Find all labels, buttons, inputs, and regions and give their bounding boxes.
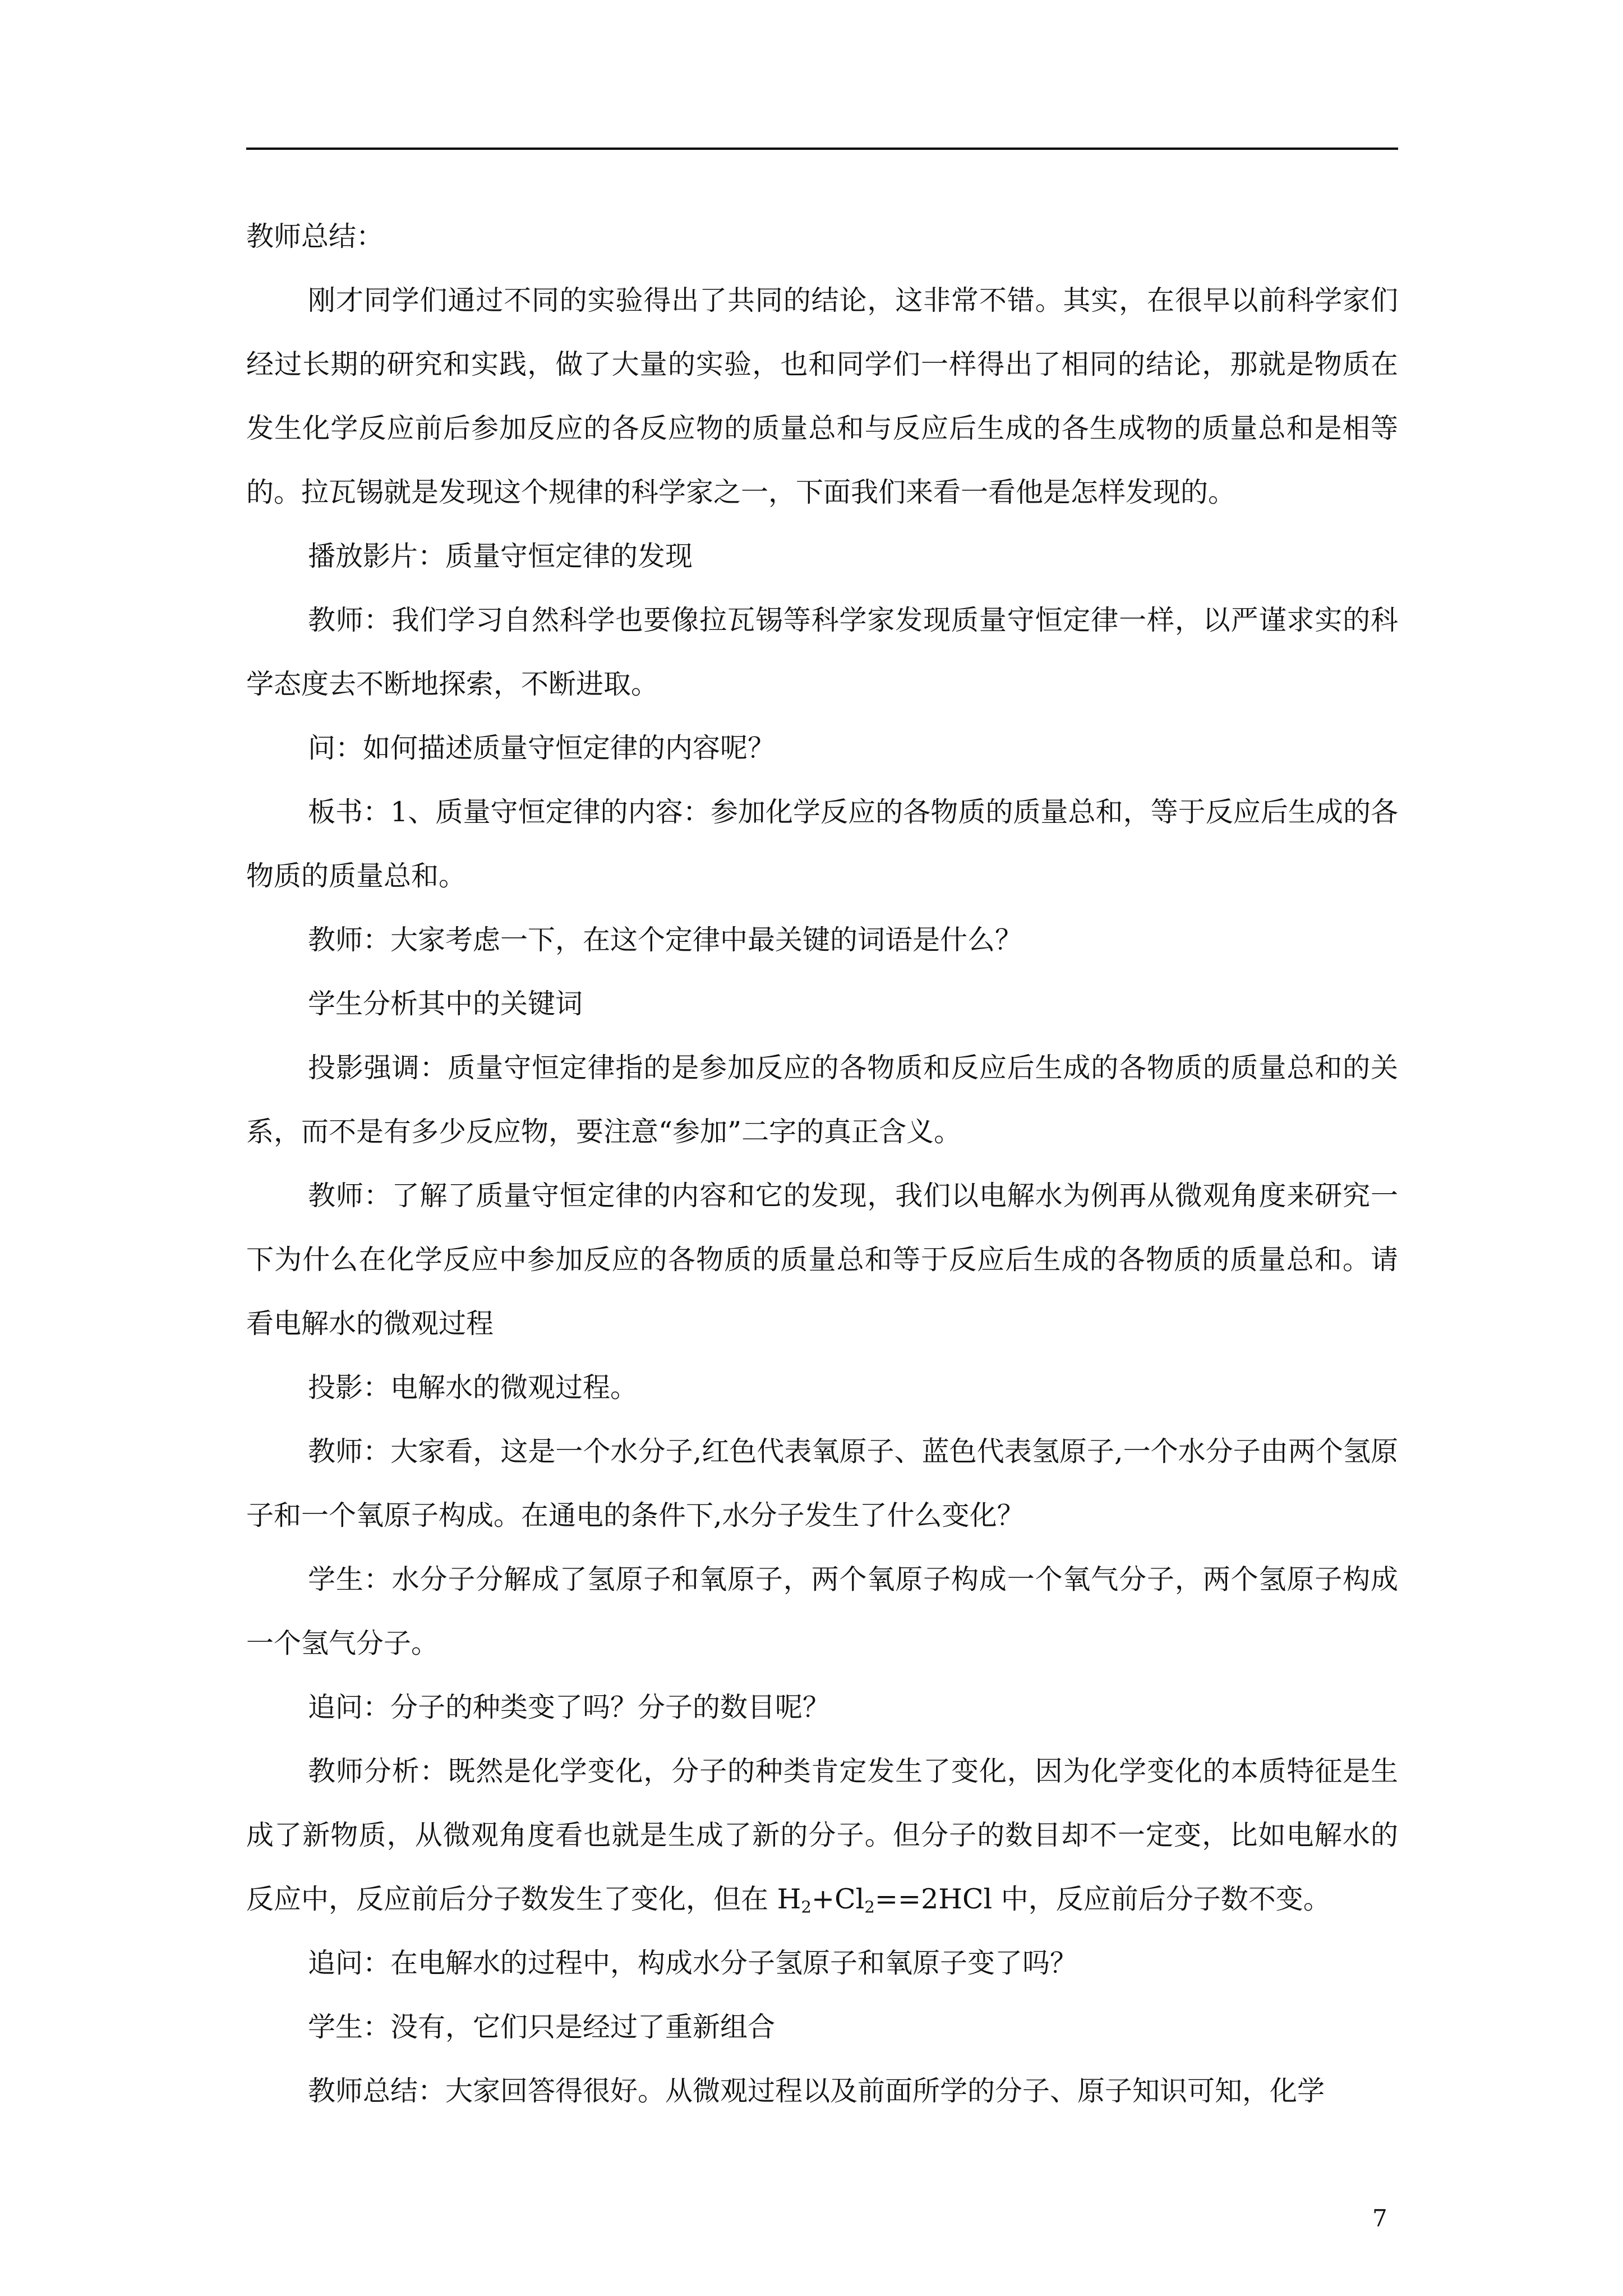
chemical-formula: $H_2+Cl_2==2HCl$ <box>777 1883 993 1917</box>
paragraph-teacher-final-summary: 教师总结：大家回答得很好。从微观过程以及前面所学的分子、原子知识可知，化学 <box>308 2075 1325 2107</box>
paragraph-projection-emphasis: 投影强调：质量守恒定律指的是参加反应的各物质和反应后生成的各物质的质量总和的关系，而不是有多少反应物，要注意“参加”二字的真正含义。 <box>246 1052 1398 1148</box>
paragraph-projection-electrolysis: 投影：电解水的微观过程。 <box>308 1372 638 1404</box>
teacher-analysis-tail: 中，反应前后分子数不变。 <box>992 1883 1331 1915</box>
document-body <box>246 205 1398 2123</box>
paragraph-teacher-summary-heading: 教师总结： <box>246 220 384 252</box>
paragraph-water-molecule: 教师：大家看，这是一个水分子,红色代表氧原子、蓝色代表氢原子,一个水分子由两个氢原子和一个氧原子构成。在通电的条件下,水分子发生了什么变化？ <box>246 1435 1398 1531</box>
paragraph-teacher-analysis <box>246 1740 1398 1931</box>
teacher-analysis-text: 教师分析：既然是化学变化，分子的种类肯定发生了变化，因为化学变化的本质特征是生成了新物质，从微观角度看也就是生成了新的分子。但分子的数目却不一定变，比如电解水的反应中，反应前后分子数发生了变化，但在 <box>246 1755 1398 1915</box>
paragraph-follow-up-atoms: 追问：在电解水的过程中，构成水分子氢原子和氧原子变了吗？ <box>308 1947 1078 1979</box>
paragraph-student-answer-decompose: 学生：水分子分解成了氢原子和氧原子，两个氧原子构成一个氧气分子，两个氢原子构成一个氢气分子。 <box>246 1563 1398 1659</box>
paragraph-electrolysis-intro: 教师：了解了质量守恒定律的内容和它的发现，我们以电解水为例再从微观角度来研究一下为什么在化学反应中参加反应的各物质的质量总和等于反应后生成的各物质的质量总和。请看电解水的微观过程 <box>246 1180 1398 1340</box>
page-number: 7 <box>1372 2205 1387 2232</box>
paragraph-scientific-attitude: 教师：我们学习自然科学也要像拉瓦锡等科学家发现质量守恒定律一样，以严谨求实的科学态度去不断地探索，不断进取。 <box>246 604 1398 700</box>
paragraph-blackboard-law: 板书：1、质量守恒定律的内容：参加化学反应的各物质的质量总和，等于反应后生成的各物质的质量总和。 <box>246 796 1398 892</box>
paragraph-student-recombine: 学生：没有，它们只是经过了重新组合 <box>308 2011 776 2043</box>
header-rule <box>246 148 1398 150</box>
paragraph-follow-up-kinds: 追问：分子的种类变了吗？分子的数目呢？ <box>308 1691 831 1723</box>
paragraph-key-words-question: 教师：大家考虑一下，在这个定律中最关键的词语是什么？ <box>308 924 1023 956</box>
paragraph-question-describe-law: 问：如何描述质量守恒定律的内容呢？ <box>308 732 776 764</box>
paragraph-experiment-conclusion: 刚才同学们通过不同的实验得出了共同的结论，这非常不错。其实，在很早以前科学家们经过长期的研究和实践，做了大量的实验，也和同学们一样得出了相同的结论，那就是物质在发生化学反应前后参加反应的各反应物的质量总和与反应后生成的各生成物的质量总和是相等的。拉瓦锡就是发现这个规律的科学家之一，下面我们来看一看他是怎样发现的。 <box>246 284 1398 508</box>
paragraph-student-analysis: 学生分析其中的关键词 <box>308 988 583 1020</box>
paragraph-play-film: 播放影片：质量守恒定律的发现 <box>308 540 693 572</box>
